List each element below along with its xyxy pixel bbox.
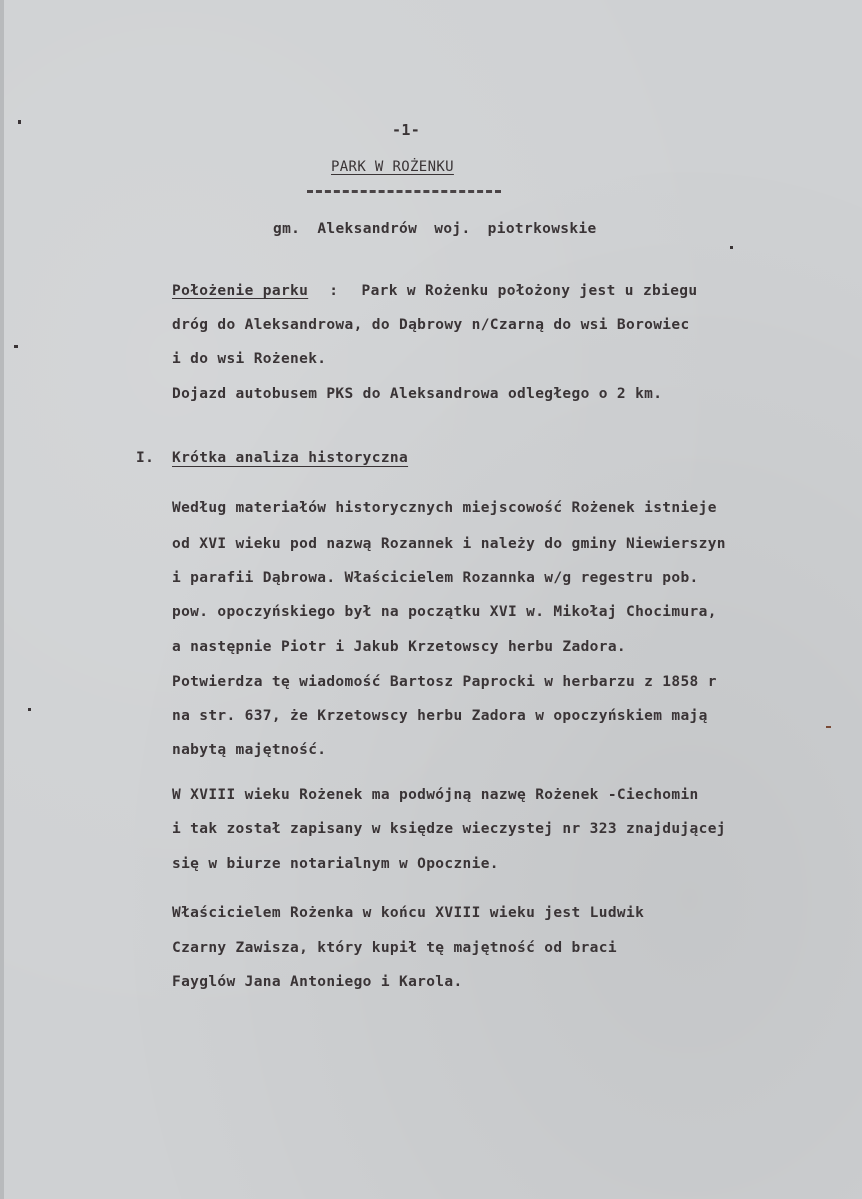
paragraph-2-line: i tak został zapisany w księdze wieczystej nr 323 znajdującej	[172, 821, 726, 837]
paper-speck	[730, 246, 733, 249]
paper-speck	[826, 726, 831, 728]
paper-speck	[14, 345, 18, 348]
paragraph-1-line: na str. 637, że Krzetowscy herbu Zadora w opoczyńskiem mają	[172, 708, 708, 724]
paragraph-1-line: Potwierdza tę wiadomość Bartosz Paprocki w herbarzu z 1858 r	[172, 674, 717, 690]
location-label: Położenie parku	[172, 283, 309, 299]
location-line: Dojazd autobusem PKS do Aleksandrowa odległego o 2 km.	[172, 386, 663, 402]
paper-speck	[28, 708, 31, 711]
page-subtitle: gm. Aleksandrów woj. piotrkowskie	[273, 221, 597, 237]
paragraph-1-line: od XVI wieku pod nazwą Rozannek i należy do gminy Niewierszyn	[172, 536, 726, 552]
paragraph-2-line: W XVIII wieku Rożenek ma podwójną nazwę Rożenek -Ciechomin	[172, 787, 699, 803]
section-number: I.	[136, 450, 155, 466]
paragraph-1-line: nabytą majętność.	[172, 742, 327, 758]
paragraph-1-line: a następnie Piotr i Jakub Krzetowscy herbu Zadora.	[172, 639, 626, 655]
location-line: dróg do Aleksandrowa, do Dąbrowy n/Czarną do wsi Borowiec	[172, 317, 690, 333]
paragraph-1-line: pow. opoczyńskiego był na początku XVI w. Mikołaj Chocimura,	[172, 604, 717, 620]
title-underline-rule	[307, 190, 501, 193]
paper-speck	[18, 120, 21, 124]
paragraph-3-line: Fayglów Jana Antoniego i Karola.	[172, 974, 463, 990]
paragraph-1-line: Według materiałów historycznych miejscowość Rożenek istnieje	[172, 500, 717, 516]
page-number: -1-	[392, 121, 421, 139]
paragraph-1-line: i parafii Dąbrowa. Właścicielem Rozannka w/g regestru pob.	[172, 570, 699, 586]
page-title: PARK W ROŻENKU	[331, 159, 454, 175]
location-line: Park w Rożenku położony jest u zbiegu	[361, 283, 698, 299]
page-edge	[0, 0, 4, 1199]
paragraph-3-line: Czarny Zawisza, który kupił tę majętność od braci	[172, 940, 617, 956]
location-separator: :	[329, 283, 339, 299]
section-heading: Krótka analiza historyczna	[172, 450, 409, 466]
location-line: i do wsi Rożenek.	[172, 351, 327, 367]
paragraph-3-line: Właścicielem Rożenka w końcu XVIII wieku jest Ludwik	[172, 905, 645, 921]
paragraph-2-line: się w biurze notarialnym w Opocznie.	[172, 856, 499, 872]
location-first-line	[172, 284, 697, 299]
